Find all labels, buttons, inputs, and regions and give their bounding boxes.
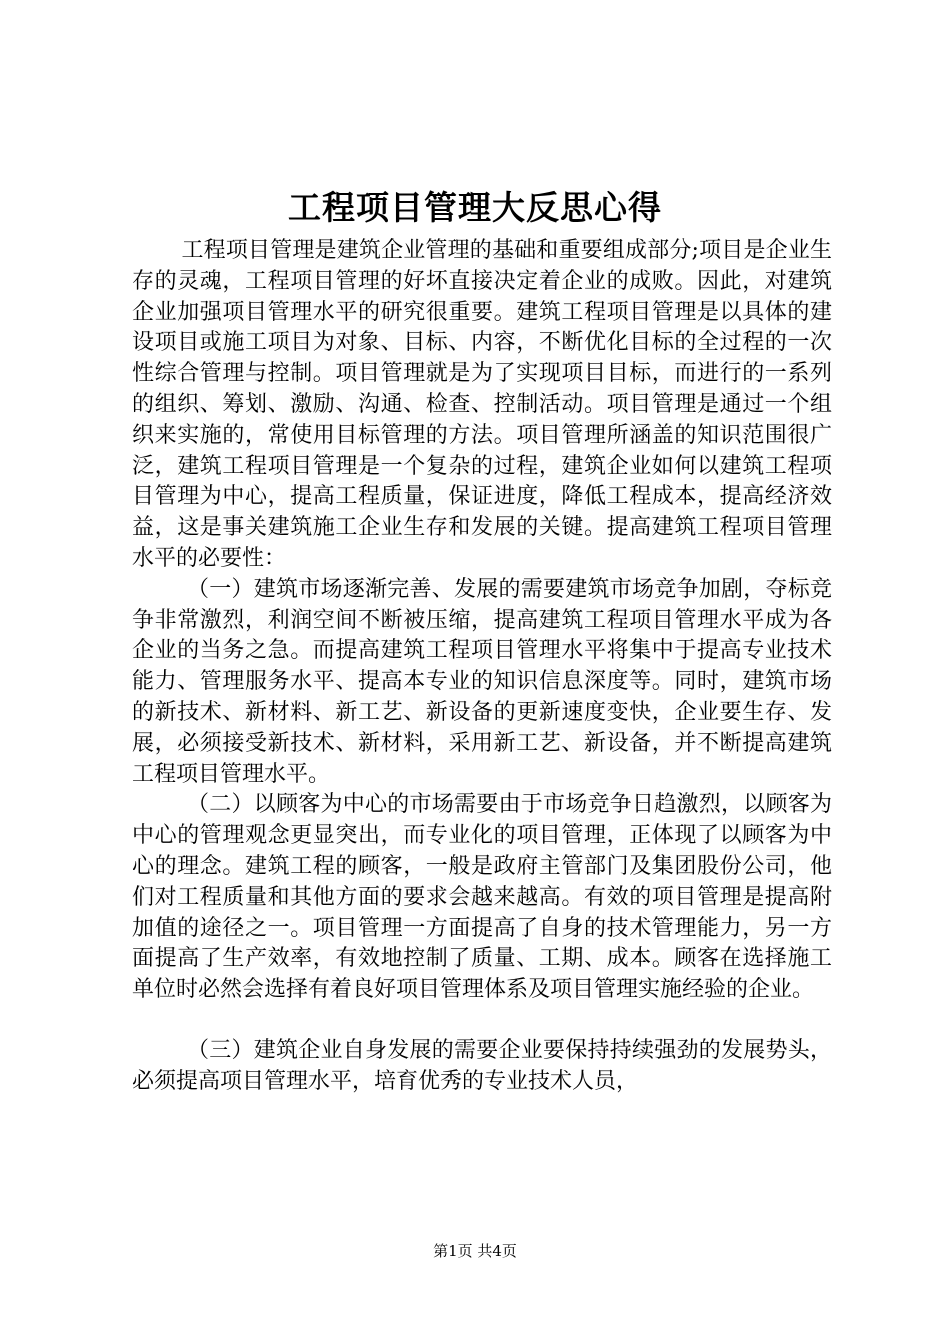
document-body — [132, 236, 832, 1098]
document-title: 工程项目管理大反思心得 — [288, 188, 662, 227]
paragraph-section-3: （三）建筑企业自身发展的需要企业要保持持续强劲的发展势头，必须提高项目管理水平，培育优秀的专业技术人员， — [132, 1037, 832, 1094]
paragraph-section-2: （二）以顾客为中心的市场需要由于市场竞争日趋激烈，以顾客为中心的管理观念更显突出，而专业化的项目管理，正体现了以顾客为中心的理念。建筑工程的顾客，一般是政府主管部门及集团股份公司，他们对工程质量和其他方面的要求会越来越高。有效的项目管理是提高附加值的途径之一。项目管理一方面提高了自身的技术管理能力，另一方面提高了生产效率，有效地控制了质量、工期、成本。顾客在选择施工单位时必然会选择有着良好项目管理体系及项目管理实施经验的企业。 — [132, 792, 832, 1003]
paragraph-intro: 工程项目管理是建筑企业管理的基础和重要组成部分;项目是企业生存的灵魂，工程项目管理的好坏直接决定着企业的成败。因此，对建筑企业加强项目管理水平的研究很重要。建筑工程项目管理是以具体的建设项目或施工项目为对象、目标、内容，不断优化目标的全过程的一次性综合管理与控制。项目管理就是为了实现项目目标，而进行的一系列的组织、筹划、激励、沟通、检查、控制活动。项目管理是通过一个组织来实施的，常使用目标管理的方法。项目管理所涵盖的知识范围很广泛，建筑工程项目管理是一个复杂的过程，建筑企业如何以建筑工程项目管理为中心，提高工程质量，保证进度，降低工程成本，提高经济效益，这是事关建筑施工企业生存和发展的关键。提高建筑工程项目管理水平的必要性： — [132, 238, 832, 571]
page-number-footer: 第1页 共4页 — [433, 1242, 517, 1260]
paragraph-section-1: （一）建筑市场逐渐完善、发展的需要建筑市场竞争加剧，夺标竞争非常激烈，利润空间不断被压缩，提高建筑工程项目管理水平成为各企业的当务之急。而提高建筑工程项目管理水平将集中于提高专业技术能力、管理服务水平、提高本专业的知识信息深度等。同时，建筑市场的新技术、新材料、新工艺、新设备的更新速度变快，企业要生存、发展，必须接受新技术、新材料，采用新工艺、新设备，并不断提高建筑工程项目管理水平。 — [132, 576, 832, 787]
